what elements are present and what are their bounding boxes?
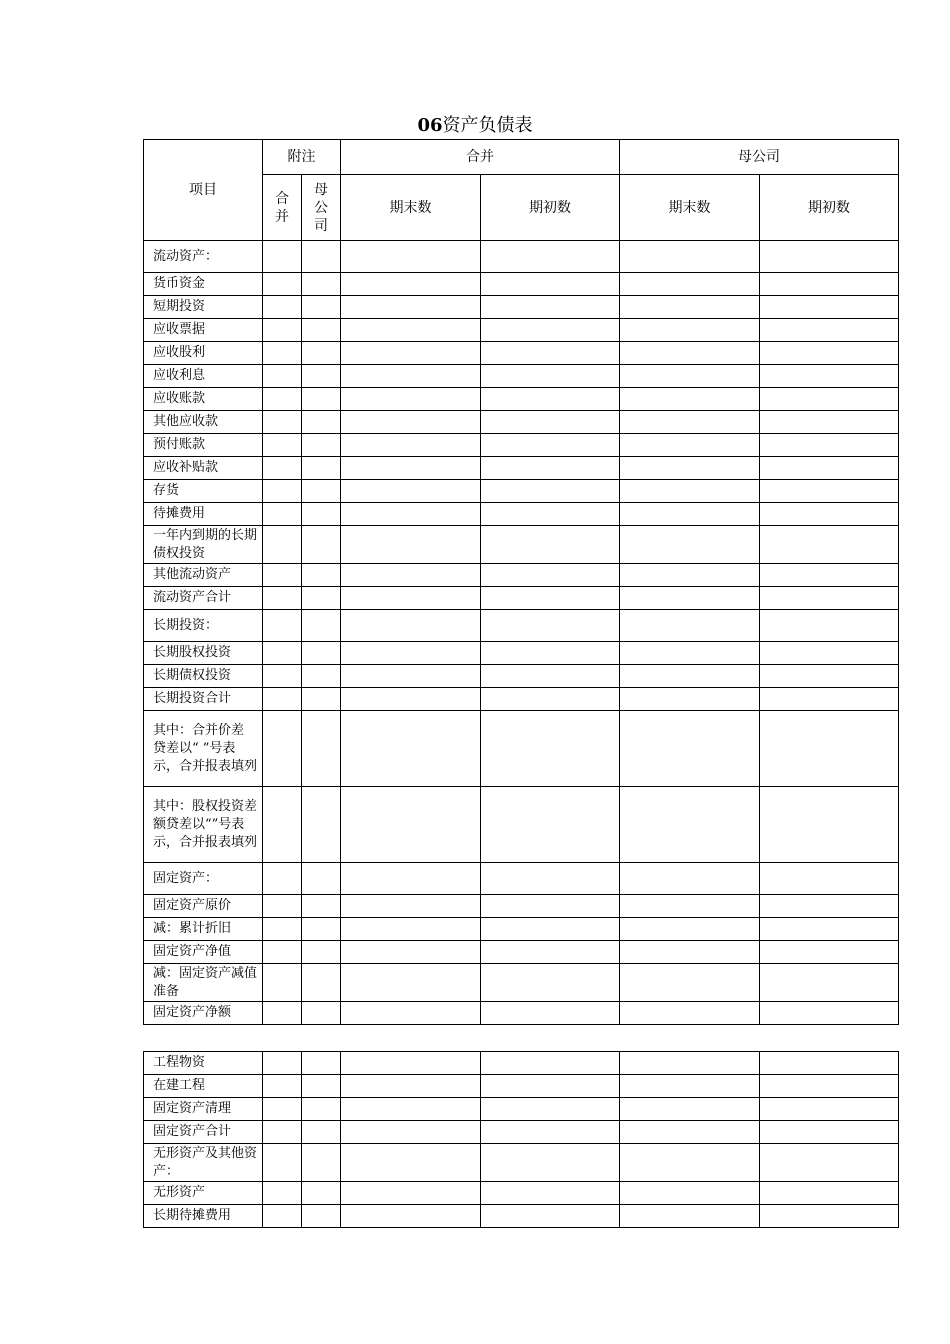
- consolidated-period-begin-cell[interactable]: [481, 480, 620, 503]
- parent-period-end-cell[interactable]: [620, 964, 760, 1002]
- consolidated-period-end-cell[interactable]: [341, 241, 481, 273]
- row-label: 减：固定资产减值准备: [144, 964, 263, 1002]
- parent-period-begin-cell[interactable]: [760, 296, 899, 319]
- header-row-1: [144, 140, 899, 175]
- parent-period-begin-cell[interactable]: [760, 1002, 899, 1025]
- note-parent-cell[interactable]: [302, 587, 341, 610]
- note-parent-cell[interactable]: [302, 895, 341, 918]
- parent-period-begin-cell[interactable]: [760, 434, 899, 457]
- consolidated-period-end-cell[interactable]: [341, 457, 481, 480]
- table-row: [144, 564, 899, 587]
- consolidated-period-begin-cell[interactable]: [481, 895, 620, 918]
- row-label: 流动资产合计: [144, 587, 263, 610]
- parent-period-end-cell[interactable]: [620, 411, 760, 434]
- note-parent-cell[interactable]: [302, 1205, 341, 1228]
- note-parent-cell[interactable]: [302, 411, 341, 434]
- header-note-parent: 母 公 司: [302, 175, 341, 241]
- row-label: 减：累计折旧: [144, 918, 263, 941]
- consolidated-period-end-cell[interactable]: [341, 1052, 481, 1075]
- consolidated-period-end-cell[interactable]: [341, 587, 481, 610]
- consolidated-period-end-cell[interactable]: [341, 411, 481, 434]
- row-label: 固定资产清理: [144, 1098, 263, 1121]
- note-parent-cell[interactable]: [302, 503, 341, 526]
- note-consolidated-cell[interactable]: [263, 503, 302, 526]
- table-row: [144, 863, 899, 895]
- note-parent-cell[interactable]: [302, 1052, 341, 1075]
- table-row: [144, 296, 899, 319]
- table-row: [144, 895, 899, 918]
- note-consolidated-cell[interactable]: [263, 273, 302, 296]
- note-parent-cell[interactable]: [302, 480, 341, 503]
- header-note-consolidated: 合 并: [263, 175, 302, 241]
- note-parent-cell[interactable]: [302, 863, 341, 895]
- header-item: 项目: [144, 140, 263, 241]
- parent-period-begin-cell[interactable]: [760, 526, 899, 564]
- note-consolidated-cell[interactable]: [263, 480, 302, 503]
- note-consolidated-cell[interactable]: [263, 863, 302, 895]
- header-consolidated-period-end: 期末数: [341, 175, 481, 241]
- row-label: 固定资产：: [144, 863, 263, 895]
- consolidated-period-begin-cell[interactable]: [481, 1098, 620, 1121]
- note-consolidated-cell[interactable]: [263, 434, 302, 457]
- page-title: [0, 114, 950, 138]
- row-label: 一年内到期的长期债权投资: [144, 526, 263, 564]
- row-label: 应收利息: [144, 365, 263, 388]
- note-consolidated-cell[interactable]: [263, 787, 302, 863]
- parent-period-begin-cell[interactable]: [760, 1052, 899, 1075]
- row-label: 短期投资: [144, 296, 263, 319]
- table-row: [144, 434, 899, 457]
- table-row: [144, 1144, 899, 1182]
- consolidated-period-begin-cell[interactable]: [481, 503, 620, 526]
- row-label: 长期股权投资: [144, 642, 263, 665]
- parent-period-end-cell[interactable]: [620, 480, 760, 503]
- note-parent-cell[interactable]: [302, 787, 341, 863]
- parent-period-end-cell[interactable]: [620, 1205, 760, 1228]
- row-label: 应收票据: [144, 319, 263, 342]
- parent-period-end-cell[interactable]: [620, 388, 760, 411]
- parent-period-end-cell[interactable]: [620, 1182, 760, 1205]
- consolidated-period-begin-cell[interactable]: [481, 711, 620, 787]
- table-row: [144, 411, 899, 434]
- title-text: 资产负债表: [442, 115, 533, 136]
- consolidated-period-begin-cell[interactable]: [481, 342, 620, 365]
- consolidated-period-begin-cell[interactable]: [481, 1182, 620, 1205]
- table-row: [144, 1075, 899, 1098]
- consolidated-period-end-cell[interactable]: [341, 665, 481, 688]
- row-label: 固定资产合计: [144, 1121, 263, 1144]
- row-label: 无形资产及其他资产：: [144, 1144, 263, 1182]
- table-row: [144, 964, 899, 1002]
- consolidated-period-end-cell[interactable]: [341, 388, 481, 411]
- parent-period-end-cell[interactable]: [620, 1121, 760, 1144]
- note-parent-cell[interactable]: [302, 564, 341, 587]
- header-consolidated: 合并: [341, 140, 620, 175]
- row-label: 固定资产净值: [144, 941, 263, 964]
- note-consolidated-cell[interactable]: [263, 319, 302, 342]
- parent-period-begin-cell[interactable]: [760, 411, 899, 434]
- parent-period-begin-cell[interactable]: [760, 941, 899, 964]
- table-row: [144, 1052, 899, 1075]
- parent-period-begin-cell[interactable]: [760, 665, 899, 688]
- consolidated-period-begin-cell[interactable]: [481, 918, 620, 941]
- note-consolidated-cell[interactable]: [263, 665, 302, 688]
- parent-period-end-cell[interactable]: [620, 273, 760, 296]
- parent-period-begin-cell[interactable]: [760, 1121, 899, 1144]
- table-row: [144, 319, 899, 342]
- note-parent-cell[interactable]: [302, 296, 341, 319]
- consolidated-period-end-cell[interactable]: [341, 1182, 481, 1205]
- parent-period-end-cell[interactable]: [620, 1075, 760, 1098]
- row-label: 流动资产：: [144, 241, 263, 273]
- note-parent-cell[interactable]: [302, 1182, 341, 1205]
- consolidated-period-begin-cell[interactable]: [481, 411, 620, 434]
- consolidated-period-begin-cell[interactable]: [481, 587, 620, 610]
- parent-period-begin-cell[interactable]: [760, 365, 899, 388]
- note-consolidated-cell[interactable]: [263, 1121, 302, 1144]
- consolidated-period-end-cell[interactable]: [341, 564, 481, 587]
- parent-period-begin-cell[interactable]: [760, 610, 899, 642]
- table-row: [144, 457, 899, 480]
- row-label: 应收账款: [144, 388, 263, 411]
- note-consolidated-cell[interactable]: [263, 964, 302, 1002]
- note-consolidated-cell[interactable]: [263, 918, 302, 941]
- row-label: 待摊费用: [144, 503, 263, 526]
- consolidated-period-begin-cell[interactable]: [481, 388, 620, 411]
- table-row: [144, 1098, 899, 1121]
- consolidated-period-begin-cell[interactable]: [481, 296, 620, 319]
- consolidated-period-end-cell[interactable]: [341, 787, 481, 863]
- note-parent-cell[interactable]: [302, 319, 341, 342]
- table-row: [144, 1205, 899, 1228]
- table-row: [144, 365, 899, 388]
- note-parent-cell[interactable]: [302, 457, 341, 480]
- note-consolidated-cell[interactable]: [263, 587, 302, 610]
- parent-period-end-cell[interactable]: [620, 1002, 760, 1025]
- parent-period-begin-cell[interactable]: [760, 1075, 899, 1098]
- note-parent-cell[interactable]: [302, 434, 341, 457]
- note-parent-cell[interactable]: [302, 526, 341, 564]
- table-row: [144, 688, 899, 711]
- consolidated-period-end-cell[interactable]: [341, 1205, 481, 1228]
- consolidated-period-begin-cell[interactable]: [481, 787, 620, 863]
- consolidated-period-end-cell[interactable]: [341, 1121, 481, 1144]
- note-consolidated-cell[interactable]: [263, 1002, 302, 1025]
- consolidated-period-begin-cell[interactable]: [481, 665, 620, 688]
- row-label: 在建工程: [144, 1075, 263, 1098]
- parent-period-end-cell[interactable]: [620, 526, 760, 564]
- row-label: 长期投资：: [144, 610, 263, 642]
- note-consolidated-cell[interactable]: [263, 688, 302, 711]
- table-row: [144, 273, 899, 296]
- row-label: 其中：股权投资差额贷差以“”号表示，合并报表填列: [144, 787, 263, 863]
- row-label: 其中：合并价差 贷差以“ ”号表示，合并报表填列: [144, 711, 263, 787]
- parent-period-end-cell[interactable]: [620, 688, 760, 711]
- note-consolidated-cell[interactable]: [263, 1205, 302, 1228]
- header-note: 附注: [263, 140, 341, 175]
- consolidated-period-end-cell[interactable]: [341, 1075, 481, 1098]
- parent-period-end-cell[interactable]: [620, 918, 760, 941]
- consolidated-period-begin-cell[interactable]: [481, 273, 620, 296]
- table-row: [144, 342, 899, 365]
- row-label: 固定资产净额: [144, 1002, 263, 1025]
- parent-period-begin-cell[interactable]: [760, 319, 899, 342]
- parent-period-begin-cell[interactable]: [760, 688, 899, 711]
- note-parent-cell[interactable]: [302, 711, 341, 787]
- consolidated-period-begin-cell[interactable]: [481, 365, 620, 388]
- note-parent-cell[interactable]: [302, 1098, 341, 1121]
- consolidated-period-end-cell[interactable]: [341, 610, 481, 642]
- row-label: 预付账款: [144, 434, 263, 457]
- parent-period-begin-cell[interactable]: [760, 503, 899, 526]
- consolidated-period-begin-cell[interactable]: [481, 1052, 620, 1075]
- row-label: 其他流动资产: [144, 564, 263, 587]
- header-consolidated-period-begin: 期初数: [481, 175, 620, 241]
- note-consolidated-cell[interactable]: [263, 342, 302, 365]
- note-parent-cell[interactable]: [302, 342, 341, 365]
- table-row: [144, 526, 899, 564]
- table-row: [144, 1121, 899, 1144]
- note-consolidated-cell[interactable]: [263, 564, 302, 587]
- consolidated-period-begin-cell[interactable]: [481, 1002, 620, 1025]
- parent-period-begin-cell[interactable]: [760, 1144, 899, 1182]
- note-parent-cell[interactable]: [302, 1121, 341, 1144]
- consolidated-period-end-cell[interactable]: [341, 711, 481, 787]
- note-consolidated-cell[interactable]: [263, 526, 302, 564]
- parent-period-end-cell[interactable]: [620, 457, 760, 480]
- parent-period-end-cell[interactable]: [620, 711, 760, 787]
- parent-period-begin-cell[interactable]: [760, 787, 899, 863]
- table-row: [144, 642, 899, 665]
- parent-period-end-cell[interactable]: [620, 895, 760, 918]
- note-consolidated-cell[interactable]: [263, 296, 302, 319]
- parent-period-end-cell[interactable]: [620, 241, 760, 273]
- consolidated-period-end-cell[interactable]: [341, 688, 481, 711]
- parent-period-begin-cell[interactable]: [760, 1205, 899, 1228]
- row-label: 长期待摊费用: [144, 1205, 263, 1228]
- parent-period-begin-cell[interactable]: [760, 587, 899, 610]
- note-consolidated-cell[interactable]: [263, 457, 302, 480]
- note-parent-cell[interactable]: [302, 1002, 341, 1025]
- note-consolidated-cell[interactable]: [263, 388, 302, 411]
- consolidated-period-end-cell[interactable]: [341, 863, 481, 895]
- consolidated-period-end-cell[interactable]: [341, 918, 481, 941]
- consolidated-period-end-cell[interactable]: [341, 964, 481, 1002]
- parent-period-begin-cell[interactable]: [760, 918, 899, 941]
- consolidated-period-end-cell[interactable]: [341, 1002, 481, 1025]
- note-parent-cell[interactable]: [302, 941, 341, 964]
- note-parent-cell[interactable]: [302, 241, 341, 273]
- consolidated-period-begin-cell[interactable]: [481, 564, 620, 587]
- table-row: [144, 610, 899, 642]
- table-row: [144, 388, 899, 411]
- table-row: [144, 480, 899, 503]
- header-parent-period-begin: 期初数: [760, 175, 899, 241]
- note-consolidated-cell[interactable]: [263, 1052, 302, 1075]
- consolidated-period-end-cell[interactable]: [341, 273, 481, 296]
- consolidated-period-begin-cell[interactable]: [481, 1121, 620, 1144]
- header-parent-period-end: 期末数: [620, 175, 760, 241]
- parent-period-begin-cell[interactable]: [760, 457, 899, 480]
- note-parent-cell[interactable]: [302, 610, 341, 642]
- note-parent-cell[interactable]: [302, 688, 341, 711]
- parent-period-end-cell[interactable]: [620, 665, 760, 688]
- note-consolidated-cell[interactable]: [263, 895, 302, 918]
- consolidated-period-begin-cell[interactable]: [481, 434, 620, 457]
- consolidated-period-begin-cell[interactable]: [481, 1205, 620, 1228]
- consolidated-period-begin-cell[interactable]: [481, 1075, 620, 1098]
- parent-period-end-cell[interactable]: [620, 503, 760, 526]
- parent-period-begin-cell[interactable]: [760, 964, 899, 1002]
- table-row: [144, 941, 899, 964]
- table-row: [144, 1002, 899, 1025]
- row-label: 长期债权投资: [144, 665, 263, 688]
- title-number: 06: [417, 115, 443, 136]
- parent-period-end-cell[interactable]: [620, 434, 760, 457]
- note-consolidated-cell[interactable]: [263, 411, 302, 434]
- consolidated-period-end-cell[interactable]: [341, 296, 481, 319]
- row-label: 无形资产: [144, 1182, 263, 1205]
- parent-period-end-cell[interactable]: [620, 319, 760, 342]
- parent-period-end-cell[interactable]: [620, 564, 760, 587]
- note-parent-cell[interactable]: [302, 365, 341, 388]
- note-consolidated-cell[interactable]: [263, 1075, 302, 1098]
- consolidated-period-end-cell[interactable]: [341, 1144, 481, 1182]
- parent-period-end-cell[interactable]: [620, 587, 760, 610]
- row-label: 其他应收款: [144, 411, 263, 434]
- parent-period-begin-cell[interactable]: [760, 388, 899, 411]
- header-parent: 母公司: [620, 140, 899, 175]
- consolidated-period-begin-cell[interactable]: [481, 941, 620, 964]
- note-parent-cell[interactable]: [302, 388, 341, 411]
- parent-period-end-cell[interactable]: [620, 941, 760, 964]
- table-row: [144, 587, 899, 610]
- parent-period-end-cell[interactable]: [620, 1098, 760, 1121]
- table-row: [144, 787, 899, 863]
- balance-sheet-table-bottom: [143, 1051, 899, 1228]
- parent-period-begin-cell[interactable]: [760, 1182, 899, 1205]
- note-consolidated-cell[interactable]: [263, 610, 302, 642]
- table-row: [144, 1182, 899, 1205]
- parent-period-begin-cell[interactable]: [760, 1098, 899, 1121]
- parent-period-begin-cell[interactable]: [760, 895, 899, 918]
- row-label: 应收补贴款: [144, 457, 263, 480]
- parent-period-end-cell[interactable]: [620, 342, 760, 365]
- row-label: 应收股利: [144, 342, 263, 365]
- parent-period-begin-cell[interactable]: [760, 273, 899, 296]
- parent-period-end-cell[interactable]: [620, 610, 760, 642]
- note-parent-cell[interactable]: [302, 665, 341, 688]
- note-parent-cell[interactable]: [302, 273, 341, 296]
- consolidated-period-begin-cell[interactable]: [481, 1144, 620, 1182]
- parent-period-begin-cell[interactable]: [760, 642, 899, 665]
- consolidated-period-begin-cell[interactable]: [481, 241, 620, 273]
- note-parent-cell[interactable]: [302, 642, 341, 665]
- note-consolidated-cell[interactable]: [263, 1182, 302, 1205]
- note-consolidated-cell[interactable]: [263, 941, 302, 964]
- parent-period-end-cell[interactable]: [620, 1144, 760, 1182]
- note-parent-cell[interactable]: [302, 1075, 341, 1098]
- parent-period-begin-cell[interactable]: [760, 863, 899, 895]
- row-label: 长期投资合计: [144, 688, 263, 711]
- note-consolidated-cell[interactable]: [263, 1098, 302, 1121]
- note-consolidated-cell[interactable]: [263, 711, 302, 787]
- note-consolidated-cell[interactable]: [263, 241, 302, 273]
- parent-period-begin-cell[interactable]: [760, 241, 899, 273]
- note-parent-cell[interactable]: [302, 964, 341, 1002]
- consolidated-period-begin-cell[interactable]: [481, 642, 620, 665]
- parent-period-end-cell[interactable]: [620, 863, 760, 895]
- parent-period-begin-cell[interactable]: [760, 480, 899, 503]
- consolidated-period-end-cell[interactable]: [341, 1098, 481, 1121]
- consolidated-period-end-cell[interactable]: [341, 365, 481, 388]
- table-row: [144, 918, 899, 941]
- note-parent-cell[interactable]: [302, 1144, 341, 1182]
- table-row: [144, 503, 899, 526]
- consolidated-period-end-cell[interactable]: [341, 526, 481, 564]
- row-label: 固定资产原价: [144, 895, 263, 918]
- parent-period-end-cell[interactable]: [620, 787, 760, 863]
- consolidated-period-end-cell[interactable]: [341, 480, 481, 503]
- table-row: [144, 711, 899, 787]
- parent-period-begin-cell[interactable]: [760, 711, 899, 787]
- table-row: [144, 241, 899, 273]
- consolidated-period-begin-cell[interactable]: [481, 526, 620, 564]
- consolidated-period-end-cell[interactable]: [341, 503, 481, 526]
- consolidated-period-begin-cell[interactable]: [481, 610, 620, 642]
- note-parent-cell[interactable]: [302, 918, 341, 941]
- consolidated-period-begin-cell[interactable]: [481, 863, 620, 895]
- consolidated-period-end-cell[interactable]: [341, 895, 481, 918]
- consolidated-period-end-cell[interactable]: [341, 642, 481, 665]
- balance-sheet-table-top: [143, 139, 899, 1025]
- table-row: [144, 665, 899, 688]
- note-consolidated-cell[interactable]: [263, 1144, 302, 1182]
- consolidated-period-end-cell[interactable]: [341, 941, 481, 964]
- parent-period-begin-cell[interactable]: [760, 342, 899, 365]
- note-consolidated-cell[interactable]: [263, 365, 302, 388]
- consolidated-period-begin-cell[interactable]: [481, 319, 620, 342]
- parent-period-end-cell[interactable]: [620, 365, 760, 388]
- consolidated-period-begin-cell[interactable]: [481, 457, 620, 480]
- consolidated-period-begin-cell[interactable]: [481, 964, 620, 1002]
- parent-period-end-cell[interactable]: [620, 1052, 760, 1075]
- note-consolidated-cell[interactable]: [263, 642, 302, 665]
- row-label: 存货: [144, 480, 263, 503]
- row-label: 工程物资: [144, 1052, 263, 1075]
- consolidated-period-end-cell[interactable]: [341, 319, 481, 342]
- consolidated-period-end-cell[interactable]: [341, 434, 481, 457]
- consolidated-period-begin-cell[interactable]: [481, 688, 620, 711]
- parent-period-end-cell[interactable]: [620, 642, 760, 665]
- row-label: 货币资金: [144, 273, 263, 296]
- parent-period-begin-cell[interactable]: [760, 564, 899, 587]
- parent-period-end-cell[interactable]: [620, 296, 760, 319]
- consolidated-period-end-cell[interactable]: [341, 342, 481, 365]
